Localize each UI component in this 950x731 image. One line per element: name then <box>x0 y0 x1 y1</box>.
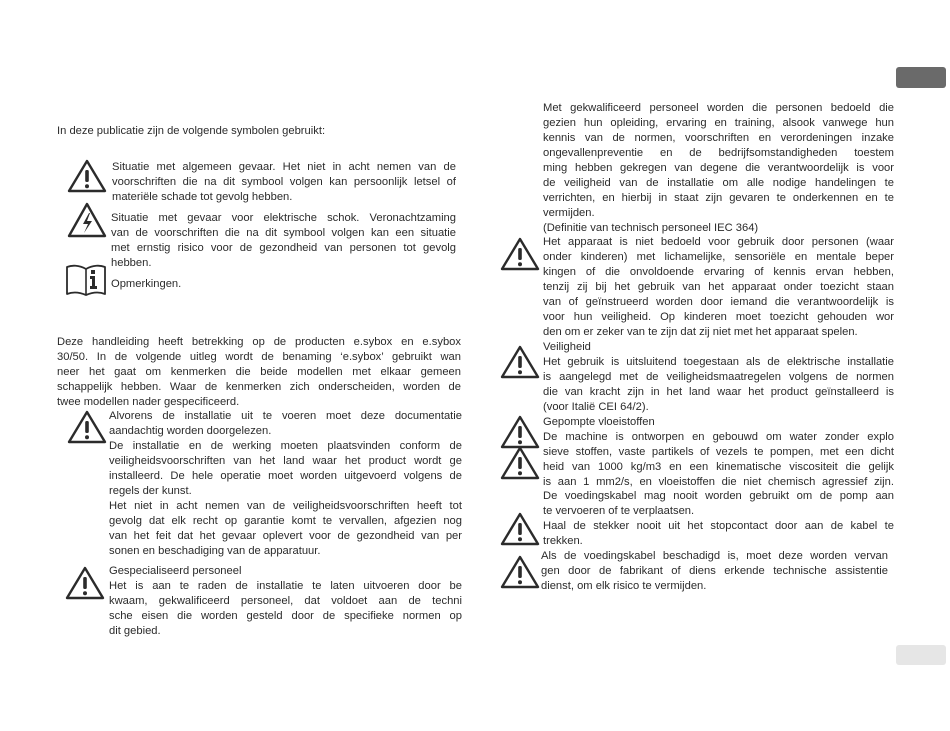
text-line: die van kracht zijn in het land waar het product geïnstalleerd is <box>543 386 894 398</box>
text-line: tenzij zij bij het gebruik van het apparaat onder toezicht staan <box>543 281 894 293</box>
warning-triangle-icon <box>67 410 107 444</box>
text-line: Haal de stekker nooit uit het stopcontact door aan de kabel te <box>543 520 894 532</box>
text-line: regels der kunst. <box>109 485 192 497</box>
text-line: te vervoeren of te verplaatsen. <box>543 505 695 517</box>
text-line: Het niet in acht nemen van de veiligheidsvoorschriften heeft tot <box>109 500 462 512</box>
text-line: Deze handleiding heeft betrekking op de producten e.sybox en e.sybox <box>57 336 461 348</box>
text-line: voor hun veiligheid. Op kinderen moet toezicht gehouden wor <box>543 311 894 323</box>
text-line: dit gebied. <box>109 625 161 637</box>
text-line: aandachtig worden doorgelezen. <box>109 425 272 437</box>
text-line: vermijden. <box>543 207 595 219</box>
text-line: De installatie en de werking moeten plaatsvinden conform de <box>109 440 462 452</box>
text-line: van of geïnstrueerd worden door iemand die verantwoordelijk is <box>543 296 894 308</box>
warning-triangle-icon <box>500 237 540 271</box>
text-line: gen door de fabrikant of diens erkende technische assistentie <box>541 565 888 577</box>
text-line: Gepompte vloeistoffen <box>543 416 655 428</box>
warning-triangle-icon <box>500 555 540 589</box>
text-line: gevolg dat elk recht op garantie komt te vervallen, afgezien nog <box>109 515 462 527</box>
text-line: trekken. <box>543 535 583 547</box>
text-line: kennis van de normen, voorschriften en verordeningen inzake <box>543 132 894 144</box>
text-line: hebben. <box>111 257 152 269</box>
text-line: kwaam, gekwalificeerd personeel, dat voldoet aan de techni <box>109 595 462 607</box>
text-line: installeerd. De hele operatie moet worden uitgevoerd volgens de <box>109 470 462 482</box>
text-line: Gespecialiseerd personeel <box>109 565 242 577</box>
text-line: materiële schade tot gevolg hebben. <box>112 191 293 203</box>
text-line: van het feit dat het gevaar oplevert voor de gezondheid van per <box>109 530 462 542</box>
text-line: ongevallenpreventie en de bedrijfsomstandigheden toestem <box>543 147 894 159</box>
text-line: verrichten, en hierbij in staat zijn gevaren te onderkennen en te <box>543 192 894 204</box>
manual-info-icon <box>65 263 107 297</box>
text-line: heid van 1000 kg/m3 en een kinematische viscositeit die gelijk <box>543 461 894 473</box>
text-line: Het gebruik is uitsluitend toegestaan als de elektrische installatie <box>543 356 894 368</box>
electric-shock-icon <box>67 202 107 238</box>
text-line: 30/50. In de volgende uitleg wordt de benaming ‘e.sybox’ gebruikt wan <box>57 351 461 363</box>
text-line: (Definitie van technisch personeel IEC 364) <box>543 222 759 234</box>
text-line: de veiligheid van de installatie om alle nodige handelingen te <box>543 177 894 189</box>
text-line: kingen of die onvoldoende ervaring of kennis ervan hebben, <box>543 266 894 278</box>
text-line: dienst, om elk risico te vermijden. <box>541 580 707 592</box>
text-line: ming hebben gekregen van degene die verantwoordelijk is voor <box>543 162 894 174</box>
text-line: twee modellen nader gespecificeerd. <box>57 396 240 408</box>
text-line: voorschriften die na dit symbool volgen kan persoonlijk letsel of <box>112 176 456 188</box>
text-line: den om er zeker van te zijn dat zij niet met het apparaat spelen. <box>543 326 858 338</box>
text-line: Alvorens de installatie uit te voeren moet deze documentatie <box>109 410 462 422</box>
text-line: Het apparaat is niet bedoeld voor gebruik door personen (waar <box>543 236 894 248</box>
text-line: onder kinderen) met lichamelijke, sensoriële en mentale beper <box>543 251 894 263</box>
text-line: met ernstig risico voor de gezondheid van personen tot gevolg <box>111 242 456 254</box>
warning-triangle-icon <box>65 566 105 600</box>
text-line: van de voorschriften die na dit symbool volgen kan een situatie <box>111 227 456 239</box>
warning-triangle-icon <box>67 159 107 193</box>
text-line: sonen en beschadiging van de apparatuur. <box>109 545 321 557</box>
text-line: sche eisen die worden gesteld door de specifieke normen op <box>109 610 462 622</box>
text-line: veiligheidsvoorschriften van het land waar het product wordt ge <box>109 455 462 467</box>
text-line: Het is aan te raden de installatie te laten uitvoeren door be <box>109 580 462 592</box>
warning-triangle-icon <box>500 345 540 379</box>
text-line: gezien hun opleiding, ervaring en training, alsook vanwege hun <box>543 117 894 129</box>
text-line: schappelijk hebben. Waar de kenmerken zich onderscheiden, worden de <box>57 381 461 393</box>
text-line: De voedingskabel mag nooit worden gebruikt om de pomp aan <box>543 490 894 502</box>
text-line: Met gekwalificeerd personeel worden die personen bedoeld die <box>543 102 894 114</box>
warning-triangle-icon <box>500 415 540 449</box>
language-tab-active <box>896 67 946 88</box>
text-line: neer het gaat om kenmerken die beide modellen met elkaar gemeen <box>57 366 461 378</box>
text-line: is aan 1 mm2/s, en vloeistoffen die niet chemisch agressief zijn. <box>543 476 894 488</box>
text-line: is aangelegd met de veiligheidsmaatregelen volgens de normen <box>543 371 894 383</box>
text-line: (voor Italië CEI 64/2). <box>543 401 649 413</box>
text-line: Situatie met gevaar voor elektrische schok. Veronachtzaming <box>111 212 456 224</box>
text-line: sieve stoffen, vaste partikels of vezels te pompen, met een dicht <box>543 446 894 458</box>
page-tab <box>896 645 946 665</box>
warning-triangle-icon <box>500 512 540 546</box>
text-line: Situatie met algemeen gevaar. Het niet in acht nemen van de <box>112 161 456 173</box>
text-line: Veiligheid <box>543 341 591 353</box>
text-line: De machine is ontworpen en gebouwd om water zonder explo <box>543 431 894 443</box>
intro-text: In deze publicatie zijn de volgende symbolen gebruikt: <box>57 125 326 137</box>
warning-triangle-icon <box>500 446 540 480</box>
text-line: Als de voedingskabel beschadigd is, moet deze worden vervan <box>541 550 888 562</box>
symbol-notes-desc: Opmerkingen. <box>111 278 182 290</box>
